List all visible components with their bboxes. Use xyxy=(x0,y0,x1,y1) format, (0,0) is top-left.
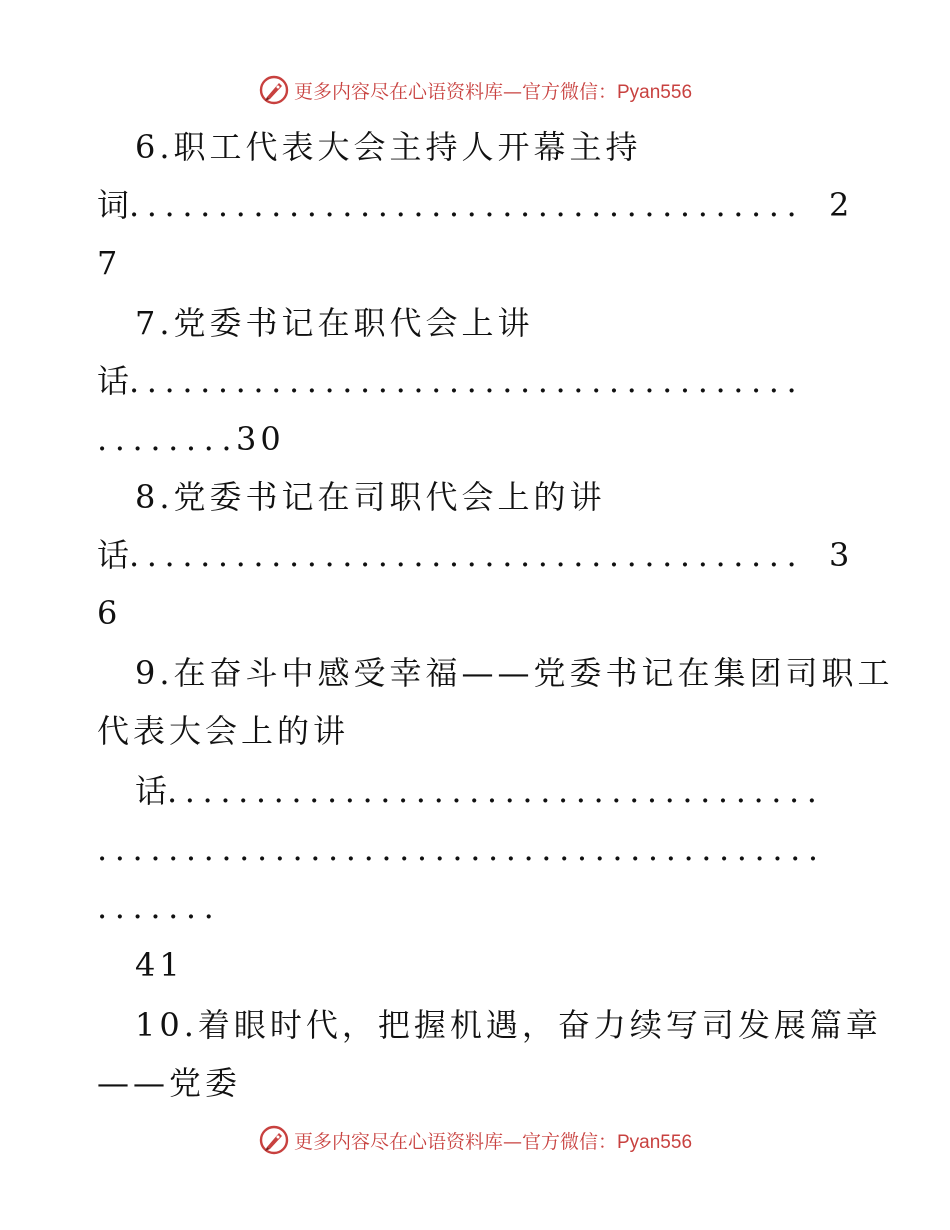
header-banner-text xyxy=(294,77,692,104)
toc-entry-9-suffix: 话 xyxy=(135,772,168,810)
toc-entry-7-dots-continued: ........ xyxy=(97,420,240,458)
toc-entry-6-title-line xyxy=(0,118,950,176)
toc-entry-9-title-line-1 xyxy=(0,644,950,702)
toc-entry-9-dots-line-3 xyxy=(0,878,950,936)
toc-entry-7-page-line xyxy=(0,410,950,468)
toc-entry-6-leader-line xyxy=(0,176,950,234)
toc-entry-8-title: 8.党委书记在司职代会上的讲 xyxy=(135,478,606,516)
toc-entry-8-title-line xyxy=(0,468,950,526)
header-banner xyxy=(0,70,950,110)
toc-entry-9-title-part1: 9.在奋斗中感受幸福——党委书记在集团司职工 xyxy=(135,654,894,692)
toc-entry-9-title-part2: 代表大会上的讲 xyxy=(97,712,350,750)
toc-entry-9-page: 41 xyxy=(135,946,184,984)
footer-banner xyxy=(0,1120,950,1160)
toc-entry-8-dots: ...................................... xyxy=(129,536,805,574)
toc-entry-6-title: 6.职工代表大会主持人开幕主持 xyxy=(135,128,642,166)
toc-entry-6-suffix: 词 xyxy=(97,186,130,224)
toc-entry-9-leader-line xyxy=(0,762,950,820)
toc-entry-9-dots-continued: ......................................... xyxy=(97,830,826,868)
toc-entry-8-leader-line xyxy=(0,526,950,584)
toc-entry-7-page: 30 xyxy=(236,420,285,458)
header-banner-label: 更多内容尽在心语资料库—官方微信： xyxy=(293,80,617,103)
toc-entry-7-dots: ...................................... xyxy=(129,362,805,400)
toc-entry-10-title-line-2 xyxy=(0,1054,950,1112)
toc-entry-8-suffix: 话 xyxy=(97,536,130,574)
footer-banner-label: 更多内容尽在心语资料库—官方微信： xyxy=(293,1130,617,1153)
toc-entry-6-page-line xyxy=(0,234,950,292)
toc-entry-6-page-part1: 2 xyxy=(829,186,850,224)
toc-entry-10-title-part2: ——党委 xyxy=(97,1064,242,1102)
toc-entry-9-dots-end: ....... xyxy=(97,888,222,926)
toc-entry-10-title-part1: 10.着眼时代，把握机遇，奋力续写司发展篇章 xyxy=(135,1006,882,1044)
toc-entry-8-page-line xyxy=(0,584,950,642)
pen-logo-icon xyxy=(258,1124,290,1156)
toc-entry-6-page-part2: 7 xyxy=(97,244,118,282)
toc-entry-7-title: 7.党委书记在职代会上讲 xyxy=(135,304,534,342)
toc-entry-10-title-line-1 xyxy=(0,996,950,1054)
toc-entry-9-dots: ..................................... xyxy=(167,772,825,810)
toc-entry-7-leader-line xyxy=(0,352,950,410)
toc-entry-6-dots: ...................................... xyxy=(129,186,805,224)
toc-entry-9-dots-line-2 xyxy=(0,820,950,878)
toc-entry-8-page-part2: 6 xyxy=(97,594,118,632)
header-banner-wechat: Pyan556 xyxy=(617,81,693,103)
toc-entry-8-page-part1: 3 xyxy=(829,536,850,574)
toc-entry-9-page-line xyxy=(0,936,950,994)
toc-entry-7-title-line xyxy=(0,294,950,352)
pen-logo-icon xyxy=(258,74,290,106)
toc-entry-7-suffix: 话 xyxy=(97,362,130,400)
toc-entry-9-title-line-2 xyxy=(0,702,950,760)
footer-banner-wechat: Pyan556 xyxy=(617,1131,693,1153)
footer-banner-text xyxy=(294,1127,692,1154)
